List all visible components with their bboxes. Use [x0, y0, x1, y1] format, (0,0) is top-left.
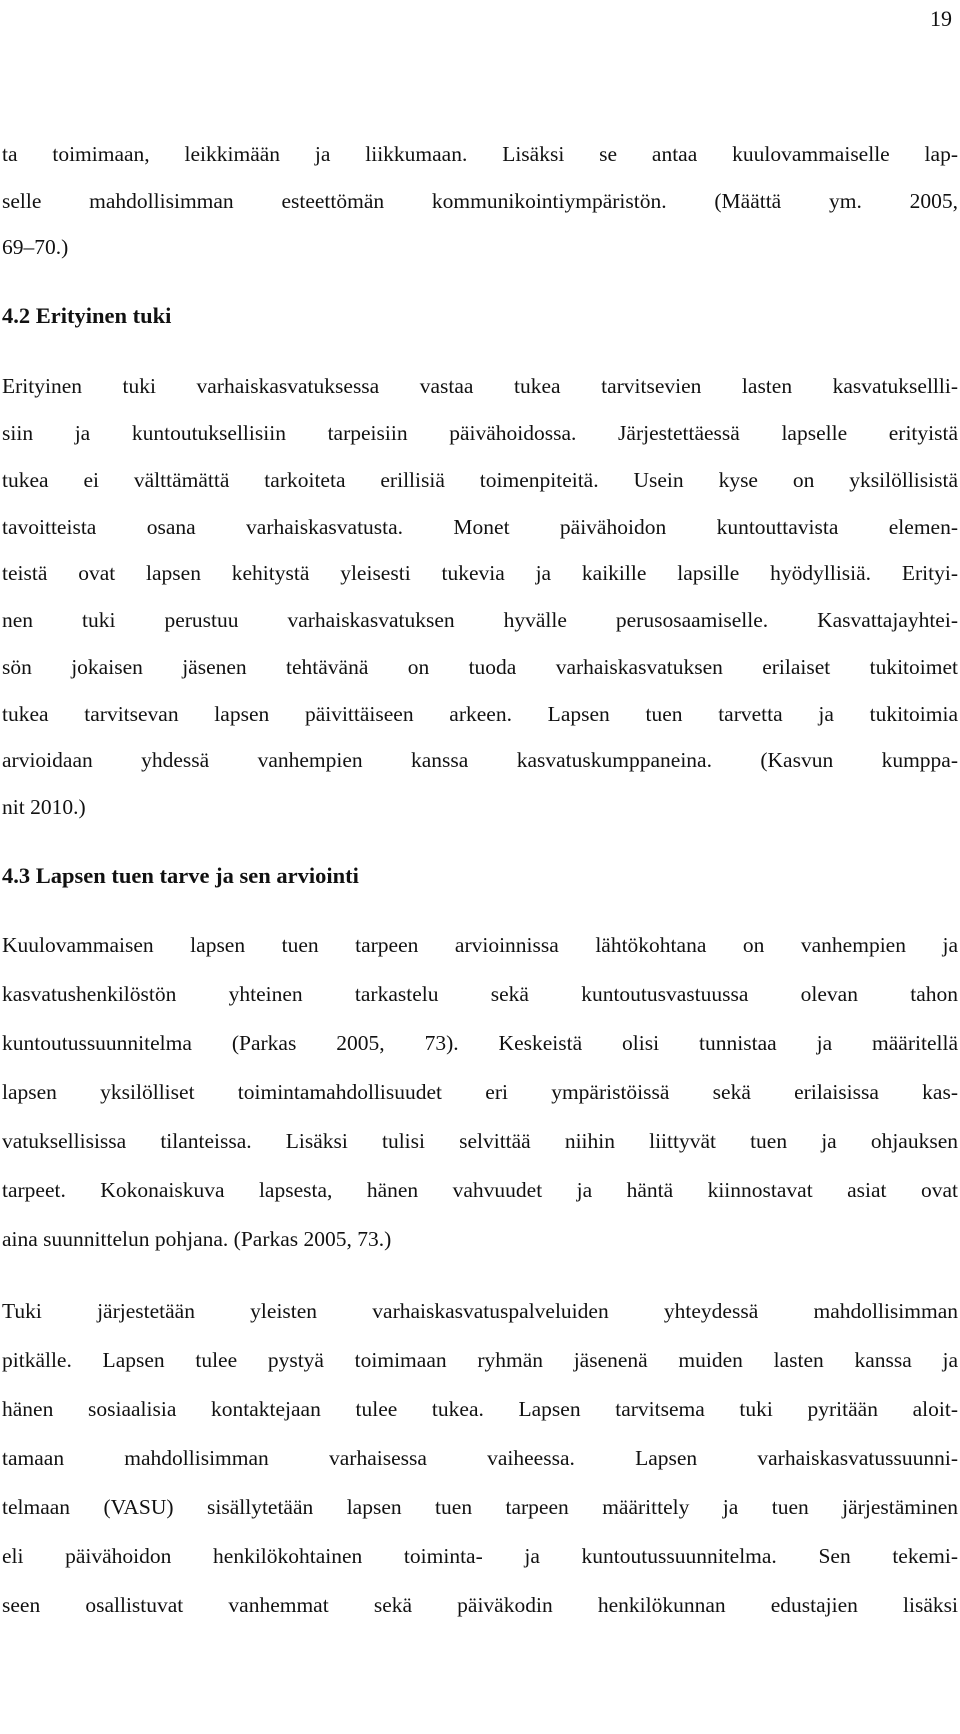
paragraph-line: tarpeet. Kokonaiskuva lapsesta, hänen vahvuudet ja häntä kiinnostavat asiat ovat [2, 1178, 958, 1202]
section-heading: 4.3 Lapsen tuen tarve ja sen arviointi [2, 863, 359, 888]
page-number: 19 [930, 6, 952, 31]
paragraph-line: pitkälle. Lapsen tulee pystyä toimimaan ryhmän jäsenenä muiden lasten kanssa ja [2, 1348, 958, 1372]
paragraph-line: Kuulovammaisen lapsen tuen tarpeen arvioinnissa lähtökohtana on vanhempien ja [2, 933, 958, 957]
paragraph-line: teistä ovat lapsen kehitystä yleisesti tukevia ja kaikille lapsille hyödyllisiä. Erityi- [2, 561, 958, 585]
paragraph-line: sön jokaisen jäsenen tehtävänä on tuoda varhaiskasvatuksen erilaiset tukitoimet [2, 655, 958, 679]
paragraph-line: nen tuki perustuu varhaiskasvatuksen hyvälle perusosaamiselle. Kasvattajayhtei- [2, 608, 958, 632]
paragraph-line: ta toimimaan, leikkimään ja liikkumaan. Lisäksi se antaa kuulovammaiselle lap- [2, 142, 958, 166]
paragraph-line: selle mahdollisimman esteettömän kommunikointiympäristön. (Määttä ym. 2005, [2, 189, 958, 213]
paragraph-line: 69–70.) [2, 235, 69, 259]
paragraph-line: hänen sosiaalisia kontaktejaan tulee tukea. Lapsen tarvitsema tuki pyritään aloit- [2, 1397, 958, 1421]
paragraph-line: vatuksellisissa tilanteissa. Lisäksi tulisi selvittää niihin liittyvät tuen ja ohjauksen [2, 1129, 958, 1153]
paragraph-line: tukea ei välttämättä tarkoiteta erillisiä toimenpiteitä. Usein kyse on yksilöllisistä [2, 468, 958, 492]
paragraph-line: Erityinen tuki varhaiskasvatuksessa vastaa tukea tarvitsevien lasten kasvatuksellli- [2, 374, 958, 398]
paragraph-line: tamaan mahdollisimman varhaisessa vaiheessa. Lapsen varhaiskasvatussuunni- [2, 1446, 958, 1470]
paragraph-line: Tuki järjestetään yleisten varhaiskasvatuspalveluiden yhteydessä mahdollisimman [2, 1299, 958, 1323]
paragraph-line: lapsen yksilölliset toimintamahdollisuudet eri ympäristöissä sekä erilaisissa kas- [2, 1080, 958, 1104]
paragraph-line: tukea tarvitsevan lapsen päivittäiseen arkeen. Lapsen tuen tarvetta ja tukitoimia [2, 702, 958, 726]
paragraph-line: telmaan (VASU) sisällytetään lapsen tuen tarpeen määrittely ja tuen järjestäminen [2, 1495, 958, 1519]
paragraph-line: arvioidaan yhdessä vanhempien kanssa kasvatuskumppaneina. (Kasvun kumppa- [2, 748, 958, 772]
paragraph-line: siin ja kuntoutuksellisiin tarpeisiin päivähoidossa. Järjestettäessä lapselle erityistä [2, 421, 958, 445]
paragraph-line: kuntoutussuunnitelma (Parkas 2005, 73). Keskeistä olisi tunnistaa ja määritellä [2, 1031, 958, 1055]
paragraph-line: seen osallistuvat vanhemmat sekä päiväkodin henkilökunnan edustajien lisäksi [2, 1593, 958, 1617]
paragraph-line: nit 2010.) [2, 795, 86, 819]
paragraph-line: aina suunnittelun pohjana. (Parkas 2005, 73.) [2, 1227, 392, 1251]
paragraph-line: eli päivähoidon henkilökohtainen toiminta- ja kuntoutussuunnitelma. Sen tekemi- [2, 1544, 958, 1568]
section-heading: 4.2 Erityinen tuki [2, 303, 172, 328]
paragraph-line: tavoitteista osana varhaiskasvatusta. Monet päivähoidon kuntouttavista elemen- [2, 515, 958, 539]
paragraph-line: kasvatushenkilöstön yhteinen tarkastelu sekä kuntoutusvastuussa olevan tahon [2, 982, 958, 1006]
